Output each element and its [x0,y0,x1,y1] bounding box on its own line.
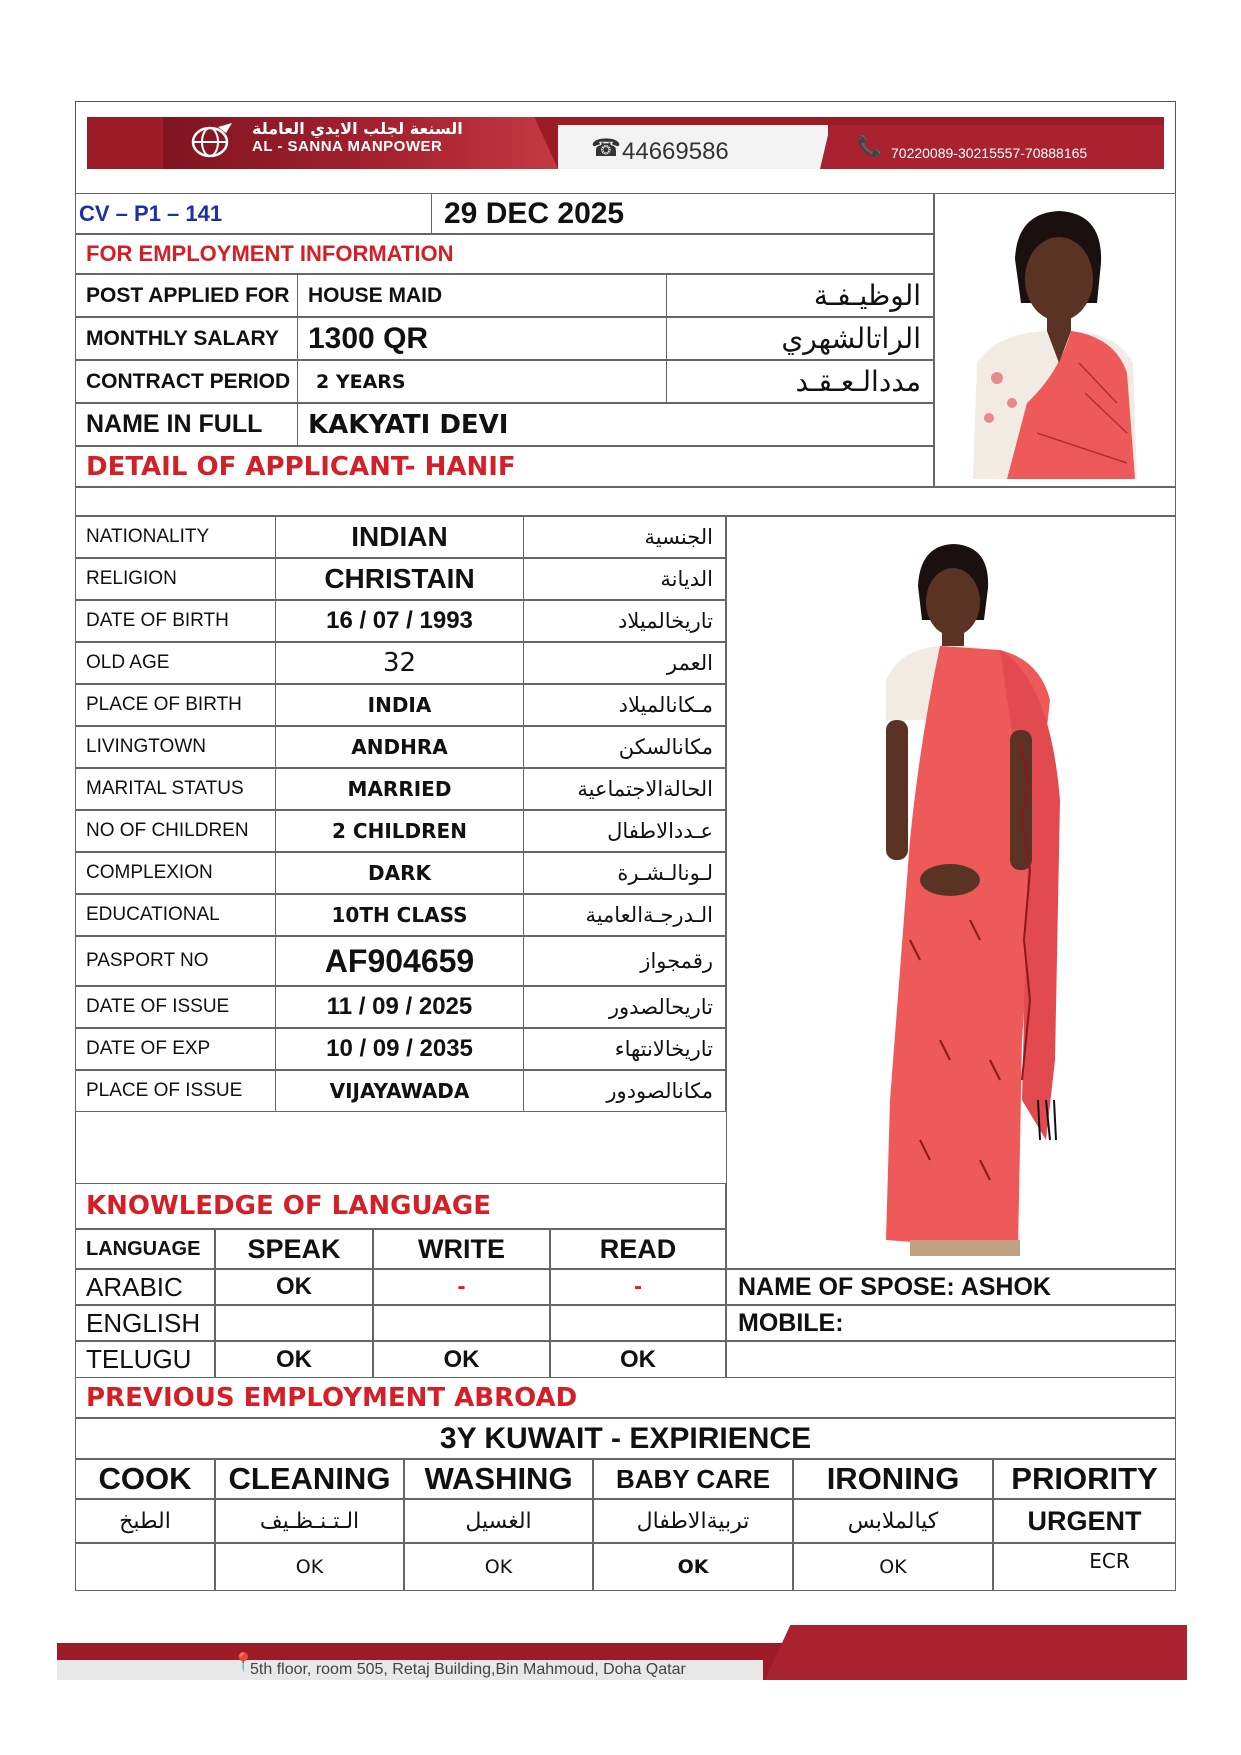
employment-heading-cell [75,234,934,274]
detail-label-cell [75,852,276,894]
skill-name-cell [404,1459,593,1499]
language-cell [550,1341,726,1378]
detail-label: OLD AGE [86,652,170,673]
detail-heading: DETAIL OF APPLICANT- HANIF [86,451,516,482]
skill-value: ECR [1089,1549,1130,1573]
footer-accent [765,1625,1187,1680]
detail-arabic-cell [523,1070,726,1112]
post-label: POST APPLIED FOR [86,283,290,307]
logo-english-text: AL - SANNA MANPOWER [252,138,443,155]
cv-number: CV – P1 – 141 [79,200,223,226]
skill-value-cell [75,1543,215,1591]
detail-arabic: الحالةالاجتماعية [577,777,713,801]
empty-right-cell [726,1341,1176,1378]
detail-label-cell [75,516,276,558]
experience-value: 3Y KUWAIT - EXPIRIENCE [439,1421,812,1455]
language-value: OK [276,1345,312,1373]
detail-label-cell [75,600,276,642]
skill-value: OK [295,1556,324,1578]
phone-number: 44669586 [622,138,729,165]
detail-arabic-cell [523,894,726,936]
detail-label: RELIGION [86,568,177,589]
post-label-cell [75,274,298,317]
detail-value: DARK [368,861,431,885]
skill-arabic: URGENT [1027,1505,1142,1536]
spacer-row [75,487,1176,516]
detail-value-cell [275,986,524,1028]
detail-value: 2 CHILDREN [332,819,467,843]
detail-value-cell [275,516,524,558]
language-value: - [457,1273,466,1300]
previous-heading-cell [75,1377,1176,1418]
salary-label: MONTHLY SALARY [86,326,279,350]
post-arabic: الوظيـفـة [813,279,921,312]
language-header-cell [373,1229,550,1269]
detail-label: MARITAL STATUS [86,778,244,799]
post-value: HOUSE MAID [308,283,443,307]
language-header: WRITE [418,1233,505,1264]
contract-arabic: مددالـعـقـد [795,365,921,398]
language-header: READ [599,1233,677,1264]
skill-name-cell [593,1459,793,1499]
skill-arabic-cell [593,1499,793,1543]
detail-arabic-cell [523,600,726,642]
mobile-icon: 📞 [857,134,882,158]
detail-value: AF904659 [324,942,475,979]
detail-label-cell [75,936,276,986]
detail-value: 10TH CLASS [331,903,468,927]
skill-name-cell [793,1459,993,1499]
applicant-portrait-closeup [967,203,1143,479]
detail-value-cell [275,810,524,852]
language-cell [373,1305,550,1341]
skill-arabic-cell [215,1499,404,1543]
detail-arabic: تاريحالصدور [608,995,713,1019]
skill-arabic-cell [75,1499,215,1543]
language-value: TELUGU [86,1344,192,1374]
detail-value-cell [275,642,524,684]
detail-label: DATE OF EXP [86,1038,211,1059]
location-pin-icon: 📍 [232,1652,255,1673]
applicant-portrait-full [850,540,1070,1278]
skill-value: OK [484,1556,513,1578]
detail-value: 11 / 09 / 2025 [326,993,473,1020]
language-cell [550,1305,726,1341]
skill-arabic: تربيةالاطفال [636,1508,750,1534]
logo-arabic-text: السنعة لجلب الايدي العاملة [252,119,463,138]
detail-value-cell [275,684,524,726]
skill-arabic-cell [404,1499,593,1543]
skill-value-cell [215,1543,404,1591]
post-arabic-cell [666,274,934,317]
name-label-cell [75,403,298,446]
language-heading: KNOWLEDGE OF LANGUAGE [86,1191,491,1221]
detail-arabic: مكانالسكن [618,735,713,759]
experience-cell [75,1418,1176,1459]
detail-label: DATE OF BIRTH [86,610,229,631]
detail-value: MARRIED [347,777,452,801]
detail-label: NATIONALITY [86,526,210,547]
language-value: OK [443,1345,480,1373]
name-value: KAKYATI DEVI [308,409,509,440]
post-value-cell [297,274,667,317]
cv-number-cell [75,193,432,234]
skill-value-cell [793,1543,993,1591]
salary-value-cell [297,317,667,360]
detail-label-cell [75,810,276,852]
contract-arabic-cell [666,360,934,403]
language-cell [215,1305,373,1341]
detail-arabic: الـدرجـةالعامية [585,903,713,927]
skill-name-cell [993,1459,1176,1499]
language-header-cell [215,1229,373,1269]
footer-address: 5th floor, room 505, Retaj Building,Bin Mahmoud, Doha Qatar [250,1661,686,1678]
skill-name: BABY CARE [615,1463,771,1494]
language-cell [373,1269,550,1305]
language-header: LANGUAGE [86,1237,201,1260]
detail-label: COMPLEXION [86,862,213,883]
detail-arabic-cell [523,516,726,558]
skill-arabic: الـتـنـظـيف [259,1508,360,1534]
salary-value: 1300 QR [308,321,429,355]
detail-label-cell [75,726,276,768]
detail-value: 32 [382,648,417,678]
skill-name: COOK [98,1461,192,1496]
detail-label-cell [75,558,276,600]
detail-value: ANDHRA [351,735,448,759]
detail-arabic-cell [523,852,726,894]
language-cell [215,1269,373,1305]
detail-label: EDUCATIONAL [86,904,220,925]
language-cell [373,1341,550,1378]
detail-arabic-cell [523,768,726,810]
detail-arabic-cell [523,684,726,726]
skill-name-cell [215,1459,404,1499]
detail-arabic: الجنسية [644,525,713,549]
skill-arabic: الطبخ [119,1508,171,1534]
detail-arabic-cell [523,558,726,600]
detail-value-cell [275,894,524,936]
detail-label: PLACE OF BIRTH [86,694,242,715]
detail-arabic: مـكانالميلاد [618,693,713,717]
skill-arabic-cell [993,1499,1176,1543]
detail-label: LIVINGTOWN [86,736,206,757]
name-label: NAME IN FULL [86,410,263,438]
salary-arabic: الراتالشهري [781,322,921,355]
detail-heading-cell [75,446,934,487]
cv-date: 29 DEC 2025 [444,196,625,230]
language-header-cell [75,1229,215,1269]
detail-arabic: الديانة [660,567,713,591]
detail-value-cell [275,726,524,768]
detail-label-cell [75,1070,276,1112]
contract-value: 2 YEARS [316,370,406,393]
detail-arabic-cell [523,810,726,852]
detail-value-cell [275,1028,524,1070]
detail-label-cell [75,768,276,810]
skill-value-cell [593,1543,793,1591]
detail-label-cell [75,642,276,684]
detail-arabic: رقمجواز [640,949,713,973]
detail-label: DATE OF ISSUE [86,996,230,1017]
detail-label-cell [75,684,276,726]
detail-value-cell [275,768,524,810]
detail-value: CHRISTAIN [324,563,475,594]
skill-value: OK [677,1556,709,1578]
skill-arabic: كيالملابس [847,1508,939,1534]
detail-arabic-cell [523,1028,726,1070]
name-value-cell [297,403,934,446]
employment-heading: FOR EMPLOYMENT INFORMATION [86,241,454,266]
detail-value-cell [275,852,524,894]
language-cell [75,1341,215,1378]
skill-value: OK [879,1556,907,1578]
spouse-mobile: MOBILE: [738,1308,844,1337]
detail-value: 16 / 07 / 1993 [326,607,473,634]
detail-arabic-cell [523,726,726,768]
skill-name: CLEANING [228,1461,391,1496]
contract-label-cell [75,360,298,403]
detail-value: INDIAN [351,521,448,552]
language-value: OK [276,1273,312,1300]
detail-label: NO OF CHILDREN [86,820,249,841]
language-cell [215,1341,373,1378]
language-value: OK [620,1345,656,1373]
detail-arabic: مكانالصودور [606,1079,713,1103]
detail-arabic-cell [523,986,726,1028]
detail-label-cell [75,894,276,936]
language-cell [75,1269,215,1305]
detail-arabic-cell [523,936,726,986]
detail-value: VIJAYAWADA [329,1079,470,1103]
mobile-numbers: 70220089-30215557-70888165 [891,145,1088,161]
detail-value-cell [275,558,524,600]
language-header: SPEAK [247,1233,341,1264]
detail-arabic: تاريخالانتهاء [614,1037,713,1061]
detail-arabic: العمر [666,651,713,675]
skill-name: WASHING [424,1461,573,1496]
language-cell [75,1305,215,1341]
detail-value: INDIA [367,693,432,717]
previous-heading: PREVIOUS EMPLOYMENT ABROAD [86,1382,578,1413]
language-header-cell [550,1229,726,1269]
detail-value: 10 / 09 / 2035 [326,1035,473,1062]
language-value: - [634,1273,642,1300]
skill-value-cell [993,1543,1176,1591]
detail-label-cell [75,1028,276,1070]
contract-label: CONTRACT PERIOD [86,369,291,393]
detail-value-cell [275,600,524,642]
detail-value-cell [275,1070,524,1112]
detail-value-cell [275,936,524,986]
detail-arabic-cell [523,642,726,684]
spouse-mobile-cell [726,1305,1176,1341]
spouse-name: NAME OF SPOSE: ASHOK [738,1272,1051,1301]
detail-arabic: لـونالـشـرة [617,861,713,885]
skill-arabic: الغسيل [465,1508,532,1534]
detail-label: PLACE OF ISSUE [86,1080,243,1101]
detail-label-cell [75,986,276,1028]
salary-label-cell [75,317,298,360]
detail-arabic: تاريخالميلاد [618,609,713,633]
detail-arabic: عـددالاطفال [607,819,713,843]
skill-arabic-cell [793,1499,993,1543]
language-cell [550,1269,726,1305]
skill-name: PRIORITY [1011,1461,1158,1496]
language-heading-cell [75,1183,726,1229]
spouse-cell [726,1269,1176,1305]
contract-value-cell [297,360,667,403]
skill-name: IRONING [826,1461,960,1496]
salary-arabic-cell [666,317,934,360]
date-cell [431,193,934,234]
language-value: ARABIC [86,1271,183,1302]
skill-value-cell [404,1543,593,1591]
skill-name-cell [75,1459,215,1499]
detail-label: PASPORT NO [86,950,209,971]
phone-icon: ☎ [591,134,621,162]
language-value: ENGLISH [86,1307,201,1338]
